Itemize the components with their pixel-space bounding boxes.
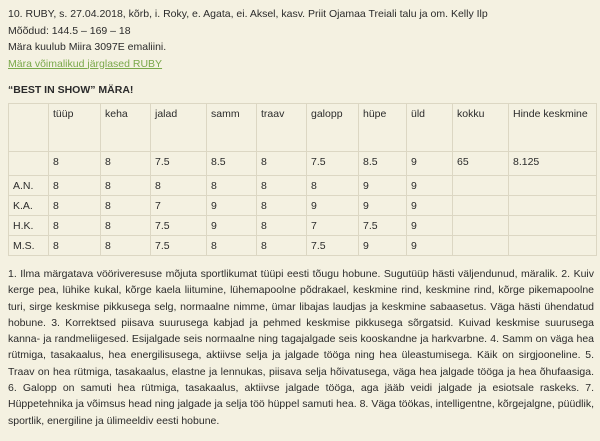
description-paragraph: 1. Ilma märgatava vööriveresuse mõjuta sportlikumat tüüpi eesti tõugu hobune. Sugutüüp hästi väljendunud, märalik. 2. Kuiv kerge pea, lühike kukal, kõrge kaela liitumine, lühemapoolne põdrakael, keskmine rind, keskmine rind, kõrge pikemapoolne turi, sirge keskmise pikkusega selg, normaalne nimme, ümar libajas laudjas ja keskmine sabaasetus. Väga hästi ühendatud hobune. 3. Korrektsed piisava suurusega kabjad ja pehmed keskmise pikkusega sõrgatsid. Kuivad keskmise suurusega kanna- ja randmeliigesed. Esijalgade seis normaalne ning tagajalgade seis kooskandne ja harkvarbne. 4. Samm on väga hea rütmiga, tasakaalus, hea energilisusega, aktiivse selja ja jalgade tööga ning hea üleastumisega. Käik on sirgjooneline. 5. Traav on hea rütmiga, tasakaalus, elastne ja lennukas, piisava selja hõivatusega, väga hea jalgade tööga ja hea õhufaasiga. 6. Galopp on samuti hea rütmiga, tasakaalus, aktiivse jalgade tööga, aga jääb veidi jalgade ja esiotsale raskeks. 7. Hüppetehnika ja võimsus head ning jalgade ja selja töö hüppel samuti hea. 8. Väga töökas, intelligentne, kõrgejalgne, püüdlik, sportlik, energiline ja ülimeeldiv eesti hobune.: [8, 268, 594, 427]
table-cell: 9: [359, 236, 407, 256]
table-cell: 8: [49, 176, 101, 196]
header-cell: galopp: [307, 104, 359, 152]
table-cell: 9: [407, 216, 453, 236]
table-cell: 8: [101, 236, 151, 256]
table-cell: 8: [257, 216, 307, 236]
table-cell: 8.5: [359, 152, 407, 176]
table-cell: 65: [453, 152, 509, 176]
table-cell: [453, 216, 509, 236]
table-cell: 8.125: [509, 152, 597, 176]
table-cell: 8: [49, 196, 101, 216]
horse-title: 10. RUBY, s. 27.04.2018, kõrb, i. Roky, e. Agata, ei. Aksel, kasv. Priit Ojamaa Treiali talu ja om. Kelly Ilp: [8, 8, 488, 20]
table-cell: K.A.: [9, 196, 49, 216]
table-cell: 8: [207, 236, 257, 256]
table-row: [9, 236, 597, 256]
table-cell: [453, 196, 509, 216]
table-cell: 9: [407, 236, 453, 256]
table-cell: 8: [49, 216, 101, 236]
table-cell: 7.5: [307, 236, 359, 256]
table-cell: 8: [101, 176, 151, 196]
table-cell: 7.5: [151, 216, 207, 236]
measurements: Mõõdud: 144.5 – 169 – 18: [8, 24, 131, 37]
table-row: [9, 152, 597, 176]
header-cell: kokku: [453, 104, 509, 152]
table-cell: A.N.: [9, 176, 49, 196]
table-cell: 9: [359, 196, 407, 216]
table-cell: 9: [307, 196, 359, 216]
table-cell: 7.5: [359, 216, 407, 236]
table-row: [9, 196, 597, 216]
table-cell: 8: [257, 236, 307, 256]
table-cell: [509, 176, 597, 196]
header-cell: samm: [207, 104, 257, 152]
table-cell: 8: [101, 152, 151, 176]
header-cell: [9, 104, 49, 152]
table-cell: [509, 216, 597, 236]
table-cell: 9: [207, 216, 257, 236]
ownership-line: Mära kuulub Miira 3097E emaliini.: [8, 41, 167, 53]
header-cell: tüüp: [49, 104, 101, 152]
table-cell: 9: [407, 196, 453, 216]
table-cell: 7.5: [151, 152, 207, 176]
table-cell: 8: [257, 152, 307, 176]
document-page: [8, 6, 596, 429]
header-cell: hüpe: [359, 104, 407, 152]
table-cell: 7: [151, 196, 207, 216]
section-title: “BEST IN SHOW” MÄRA!: [8, 84, 134, 96]
table-cell: 8: [257, 176, 307, 196]
table-header-row: [9, 104, 597, 152]
table-cell: 7: [307, 216, 359, 236]
table-cell: 8: [207, 176, 257, 196]
table-cell: 8: [49, 236, 101, 256]
table-row: [9, 216, 597, 236]
table-cell: H.K.: [9, 216, 49, 236]
header-cell: jalad: [151, 104, 207, 152]
table-cell: [9, 152, 49, 176]
table-cell: M.S.: [9, 236, 49, 256]
offspring-link[interactable]: Mära võimalikud järglased RUBY: [8, 57, 163, 70]
header-cell: üld: [407, 104, 453, 152]
header-cell: traav: [257, 104, 307, 152]
table-cell: 8: [101, 216, 151, 236]
table-cell: 8: [101, 196, 151, 216]
table-cell: 8: [257, 196, 307, 216]
table-cell: 9: [407, 152, 453, 176]
table-cell: 8: [307, 176, 359, 196]
table-cell: [509, 236, 597, 256]
header-cell: Hinde keskmine: [509, 104, 597, 152]
table-cell: 9: [207, 196, 257, 216]
header-cell: keha: [101, 104, 151, 152]
table-cell: [453, 176, 509, 196]
table-cell: 7.5: [151, 236, 207, 256]
table-cell: 9: [407, 176, 453, 196]
table-cell: [509, 196, 597, 216]
table-row: [9, 176, 597, 196]
table-cell: 9: [359, 176, 407, 196]
scores-table: [8, 103, 597, 256]
table-cell: [453, 236, 509, 256]
table-cell: 7.5: [307, 152, 359, 176]
table-cell: 8: [151, 176, 207, 196]
table-cell: 8: [49, 152, 101, 176]
table-cell: 8.5: [207, 152, 257, 176]
